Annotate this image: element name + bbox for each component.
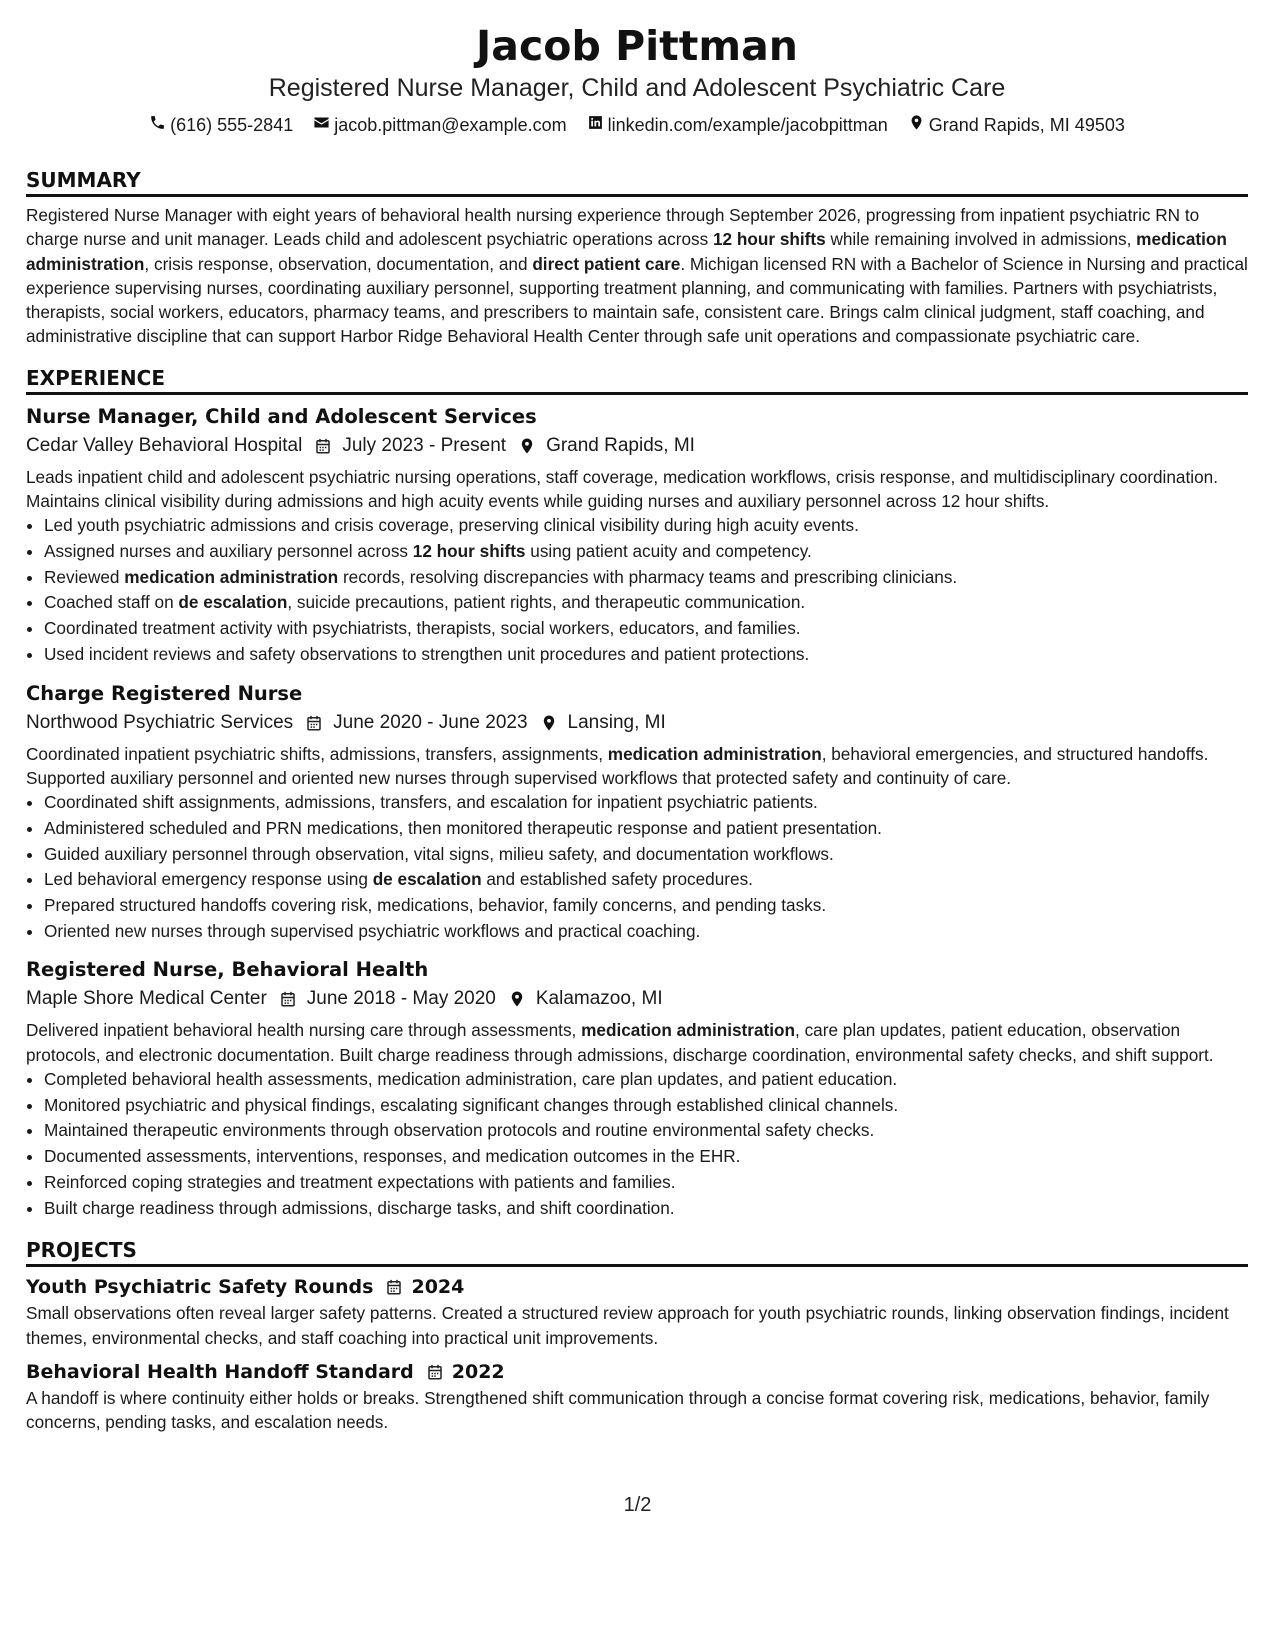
location-pin-icon (540, 714, 558, 732)
location-pin-icon (908, 113, 925, 137)
text-run: Coordinated inpatient psychiatric shifts, admissions, transfers, assignments, (26, 743, 608, 764)
calendar-icon (314, 437, 332, 455)
text-run: Guided auxiliary personnel through observation, vital signs, milieu safety, and documentation workflows. (44, 843, 834, 864)
bullet-item (44, 539, 1248, 565)
job-meta (26, 431, 1248, 461)
bold-text: 12 hour shifts (712, 229, 826, 250)
text-run: Built charge readiness through admissions, discharge tasks, and shift coordination. (44, 1197, 675, 1218)
bullet-list (26, 1067, 1248, 1221)
bullet-item (44, 842, 1248, 868)
bullet-item (44, 1170, 1248, 1196)
projects-section (26, 1237, 1248, 1434)
text-run: Led youth psychiatric admissions and crisis coverage, preserving clinical visibility during high acuity events. (44, 515, 859, 536)
bullet-list (26, 790, 1248, 944)
calendar-icon (279, 990, 297, 1008)
bold-text: medication administration (26, 229, 1227, 274)
section-heading-projects: PROJECTS (26, 1237, 1248, 1267)
job-title: Registered Nurse, Behavioral Health (26, 958, 429, 982)
bullet-item (44, 816, 1248, 842)
job-title: Nurse Manager, Child and Adolescent Services (26, 404, 537, 428)
job-dates: June 2018 - May 2020 (306, 988, 496, 1010)
project-description: Small observations often reveal larger safety patterns. Created a structured review approach for youth psychiatric rounds, linking observation findings, incident themes, environmental checks, and staff coaching into practical unit improvements. (26, 1303, 1229, 1348)
bold-text: de escalation (178, 592, 288, 613)
contact-linkedin[interactable] (587, 113, 888, 137)
text-run: Coordinated shift assignments, admissions, transfers, and escalation for inpatient psychiatric patients. (44, 792, 818, 813)
contact-bar (26, 113, 1248, 137)
text-run: using patient acuity and competency. (525, 541, 812, 562)
contact-location (908, 113, 1125, 137)
job-entry (26, 680, 1248, 945)
job-entry (26, 403, 1248, 668)
text-run: , crisis response, observation, documentation, and (144, 253, 533, 274)
job-list (26, 403, 1248, 1221)
job-location: Lansing, MI (567, 711, 666, 733)
bullet-item (44, 616, 1248, 642)
contact-linkedin-text: linkedin.com/example/jacobpittman (607, 115, 888, 135)
text-run: , suicide precautions, patient rights, and therapeutic communication. (287, 592, 806, 613)
project-header (26, 1273, 1248, 1301)
bold-text: medication administration (581, 1020, 796, 1041)
bullet-item (44, 565, 1248, 591)
contact-phone[interactable] (149, 113, 293, 137)
email-icon (313, 113, 330, 137)
text-run: while remaining involved in admissions, (825, 229, 1137, 250)
calendar-icon (385, 1278, 403, 1296)
linkedin-icon (587, 113, 604, 137)
job-meta (26, 708, 1248, 738)
resume-page (26, 20, 1248, 1434)
text-run: Registered Nurse Manager with eight years of behavioral health nursing experience through September 2026, progressing from inpatient psychiatric RN to charge nurse and unit manager. Leads child and adolescent psychiatric operations across (26, 205, 1200, 250)
text-run: Coached staff on (44, 592, 179, 613)
text-run: Coordinated treatment activity with psychiatrists, therapists, social workers, educators, and families. (44, 618, 801, 639)
bullet-item (44, 893, 1248, 919)
section-heading-experience: EXPERIENCE (26, 365, 1248, 395)
bullet-item (44, 513, 1248, 539)
text-run: Oriented new nurses through supervised psychiatric workflows and practical coaching. (44, 920, 701, 941)
text-run: Assigned nurses and auxiliary personnel across (44, 541, 413, 562)
bullet-item (44, 1067, 1248, 1093)
project-year: 2022 (451, 1360, 505, 1383)
bullet-list (26, 513, 1248, 667)
bullet-item (44, 919, 1248, 945)
bold-text: medication administration (124, 566, 339, 587)
job-dates: June 2020 - June 2023 (333, 711, 528, 733)
project-description: A handoff is where continuity either holds or breaks. Strengthened shift communication through a concise format covering risk, medications, behavior, family concerns, pending tasks, and escalation needs. (26, 1387, 1210, 1433)
bullet-item (44, 1093, 1248, 1119)
text-run: Monitored psychiatric and physical findings, escalating significant changes through established clinical channels. (44, 1094, 899, 1115)
summary-section (26, 167, 1248, 349)
text-run: Administered scheduled and PRN medications, then monitored therapeutic response and patient presentation. (44, 817, 882, 838)
text-run: Led behavioral emergency response using (44, 869, 373, 890)
project-title: Youth Psychiatric Safety Rounds (26, 1276, 374, 1299)
employer-name: Cedar Valley Behavioral Hospital (26, 434, 303, 456)
employer-name: Maple Shore Medical Center (26, 988, 267, 1010)
contact-email[interactable] (313, 113, 566, 137)
job-location: Kalamazoo, MI (535, 988, 663, 1010)
bullet-item (44, 642, 1248, 668)
job-title: Charge Registered Nurse (26, 681, 303, 705)
text-run: Maintained therapeutic environments through observation protocols and routine environmental safety checks. (44, 1120, 875, 1141)
text-run: Reviewed (44, 566, 125, 587)
job-summary (26, 742, 1248, 791)
bullet-item (44, 790, 1248, 816)
job-summary (26, 465, 1248, 514)
text-run: Reinforced coping strategies and treatment expectations with patients and families. (44, 1171, 676, 1192)
job-summary (26, 1018, 1248, 1067)
text-run: , behavioral emergencies, and structured handoffs. Supported auxiliary personnel and oriented new nurses through supervised workflows that protected safety and continuity of care. (26, 743, 1209, 788)
project-header (26, 1358, 1248, 1386)
contact-phone-text: (616) 555-2841 (170, 115, 294, 135)
bold-text: medication administration (607, 743, 822, 764)
project-list (26, 1273, 1248, 1434)
employer-name: Northwood Psychiatric Services (26, 711, 294, 733)
section-heading-summary: SUMMARY (26, 167, 1248, 197)
project-year: 2024 (411, 1276, 465, 1299)
candidate-title: Registered Nurse Manager, Child and Adolescent Psychiatric Care (268, 74, 1006, 102)
text-run: Used incident reviews and safety observations to strengthen unit procedures and patient protections. (44, 643, 810, 664)
text-run: and established safety procedures. (481, 869, 753, 890)
candidate-name: Jacob Pittman (476, 22, 798, 70)
job-location: Grand Rapids, MI (546, 434, 695, 456)
text-run: . Michigan licensed RN with a Bachelor of Science in Nursing and practical experience supervising nurses, coordinating auxiliary personnel, supporting treatment planning, and communicating with families. Partners with psychiatrists, therapists, social workers, educators, pharmacy teams, and prescribers to maintain safe, consistent care. Brings calm clinical judgment, staff coaching, and administrative discipline that can support Harbor Ridge Behavioral Health Center through safe unit operations and compassionate psychiatric care. (26, 253, 1248, 347)
project-entry (26, 1273, 1248, 1350)
project-entry (26, 1358, 1248, 1435)
experience-section (26, 365, 1248, 1221)
job-meta (26, 984, 1248, 1014)
bullet-item (44, 590, 1248, 616)
text-run: , care plan updates, patient education, observation protocols, and electronic documentation. Built charge readiness through admissions, discharge coordination, environmental safety checks, and shift support. (26, 1020, 1214, 1065)
contact-location-text: Grand Rapids, MI 49503 (928, 115, 1125, 135)
location-pin-icon (508, 990, 526, 1008)
bullet-item (44, 1196, 1248, 1222)
bullet-item (44, 1144, 1248, 1170)
contact-email-text: jacob.pittman@example.com (334, 115, 567, 135)
calendar-icon (426, 1363, 444, 1381)
text-run: Documented assessments, interventions, responses, and medication outcomes in the EHR. (44, 1146, 741, 1167)
text-run: Completed behavioral health assessments, medication administration, care plan updates, and patient education. (44, 1069, 898, 1089)
job-entry (26, 956, 1248, 1221)
page-number: 1/2 (623, 1494, 652, 1516)
bold-text: 12 hour shifts (412, 541, 526, 562)
bold-text: de escalation (372, 869, 482, 890)
bullet-item (44, 1118, 1248, 1144)
phone-icon (149, 113, 166, 137)
job-dates: July 2023 - Present (342, 434, 507, 456)
project-title: Behavioral Health Handoff Standard (26, 1360, 414, 1383)
text-run: Delivered inpatient behavioral health nursing care through assessments, (26, 1020, 582, 1041)
bold-text: direct patient care (532, 253, 681, 274)
summary-text (26, 203, 1248, 349)
location-pin-icon (518, 437, 536, 455)
bullet-item (44, 867, 1248, 893)
text-run: Leads inpatient child and adolescent psychiatric nursing operations, staff coverage, medication workflows, crisis response, and multidisciplinary coordination. Maintains clinical visibility during admissions and high acuity events while guiding nurses and auxiliary personnel across 12 hour shifts. (26, 466, 1218, 512)
text-run: Prepared structured handoffs covering risk, medications, behavior, family concerns, and pending tasks. (44, 895, 827, 915)
calendar-icon (305, 714, 323, 732)
text-run: records, resolving discrepancies with pharmacy teams and prescribing clinicians. (338, 566, 958, 587)
